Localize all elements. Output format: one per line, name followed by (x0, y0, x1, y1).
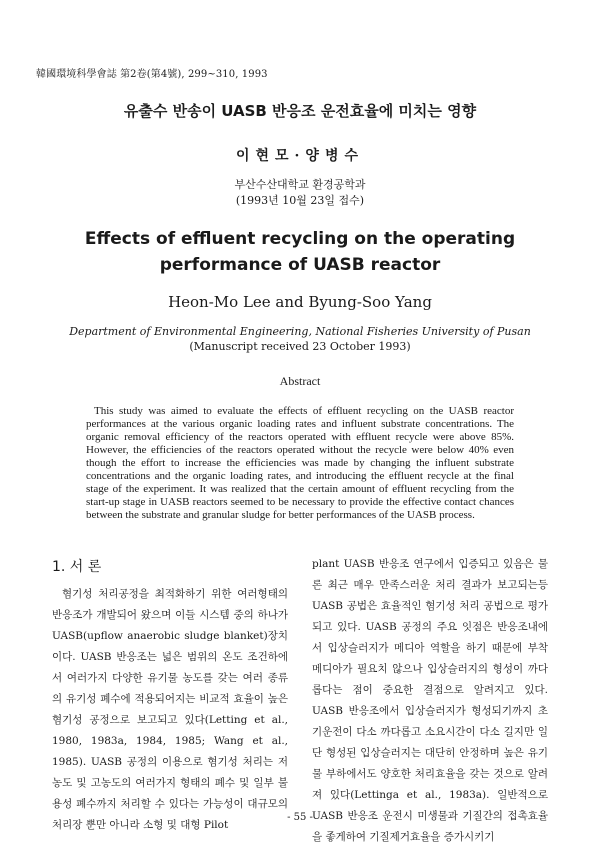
korean-affiliation-block (0, 177, 600, 209)
abstract-heading: Abstract (279, 374, 321, 388)
page-number: - 55 - (287, 812, 313, 823)
body-column-left (52, 556, 288, 836)
english-title-line-2: performance of UASB reactor (159, 255, 441, 275)
english-title-line-1: Effects of effluent recycling on the operating (84, 229, 516, 249)
body-paragraph-left: 혐기성 처리공정을 최적화하기 위한 여러형태의 반응조가 개발되어 왔으며 이들 시스템 중의 하나가 UASB(upflow anaerobic sludge blanket)장치이다. UASB 반응조는 넓은 범위의 온도 조건하에서 여러가지 다양한 유기물 농도를 갖는 여러 종류의 유기성 폐수에 적용되어지는 비교적 효율이 높은 혐기성 공정으로 보고되고 있다(Letting et al., 1980, 1983a, 1984, 1985; Wang et al., 1985). UASB 공정의 이용으로 혐기성 처리는 저농도 및 고농도의 여러가지 형태의 폐수 및 일부 불용성 폐수까지 처리할 수 있다는 가능성이 대규모의 처리장 뿐만 아니라 소형 및 대형 Pilot (52, 588, 288, 831)
korean-affiliation: 부산수산대학교 환경공학과 (234, 178, 366, 191)
body-paragraph-right: plant UASB 반응조 연구에서 입증되고 있음은 물론 최근 매우 만족스러운 처리 결과가 보고되는등 UASB 공법은 효율적인 혐기성 처리 공법으로 평가되고 있다. UASB 공정의 주요 잇점은 반응조내에서 입상슬러지가 메디아 역할을 하기 때문에 부착 메디아가 필요치 않으나 입상슬러지의 형성이 까다롭다는 점이 중요한 결점으로 알려지고 있다. UASB 반응조에서 입상슬러지가 형성되기까지 초기운전이 다소 까다롭고 소요시간이 다소 길지만 일단 형성된 입상슬러지는 대단히 안정하며 높은 유기물 부하에서도 양호한 처리효율을 갖는 것으로 알려져 있다(Lettinga et al., 1983a). 일반적으로 UASB 반응조 운전시 미생물과 기질간의 접촉효율을 좋게하여 기질제거효율을 증가시키기 (312, 558, 548, 843)
journal-reference: 韓國環境科學會誌 第2卷(第4號), 299~310, 1993 (36, 69, 268, 80)
abstract-text: This study was aimed to evaluate the effects of effluent recycling on the UASB reactor performances at the various organic loading rates and influent substrate concentrations. The organic removal efficiency of the reactors operated with effluent recycle were above 85%. However, the efficiencies of the reactors operated without the recycle were below 40% even though the effort to increase the efficiencies was made by changing the influent substrate concentrations and the organic loading rates, and introducing the effluent recycle at the final stage of the experiment. It was realized that the certain amount of effluent recycling from the start-up stage in UASB reactors seemed to be necessary to provide the effective contact chances between the substrate and granular sludge for better performances of the UASB process. (86, 405, 514, 521)
english-affiliation-block (0, 324, 600, 354)
english-department: Department of Environmental Engineering, National Fisheries University of Pusan (69, 325, 531, 338)
section-heading-introduction: 1. 서 론 (52, 559, 102, 575)
korean-title: 유출수 반송이 UASB 반응조 운전효율에 미치는 영향 (123, 102, 477, 120)
english-received-date: (Manuscript received 23 October 1993) (189, 340, 411, 353)
english-authors: Heon-Mo Lee and Byung-Soo Yang (168, 293, 432, 311)
korean-authors: 이현모·양병수 (235, 148, 365, 164)
korean-received-date: (1993년 10월 23일 접수) (235, 194, 365, 207)
body-column-right (312, 554, 548, 848)
english-title (0, 226, 600, 278)
